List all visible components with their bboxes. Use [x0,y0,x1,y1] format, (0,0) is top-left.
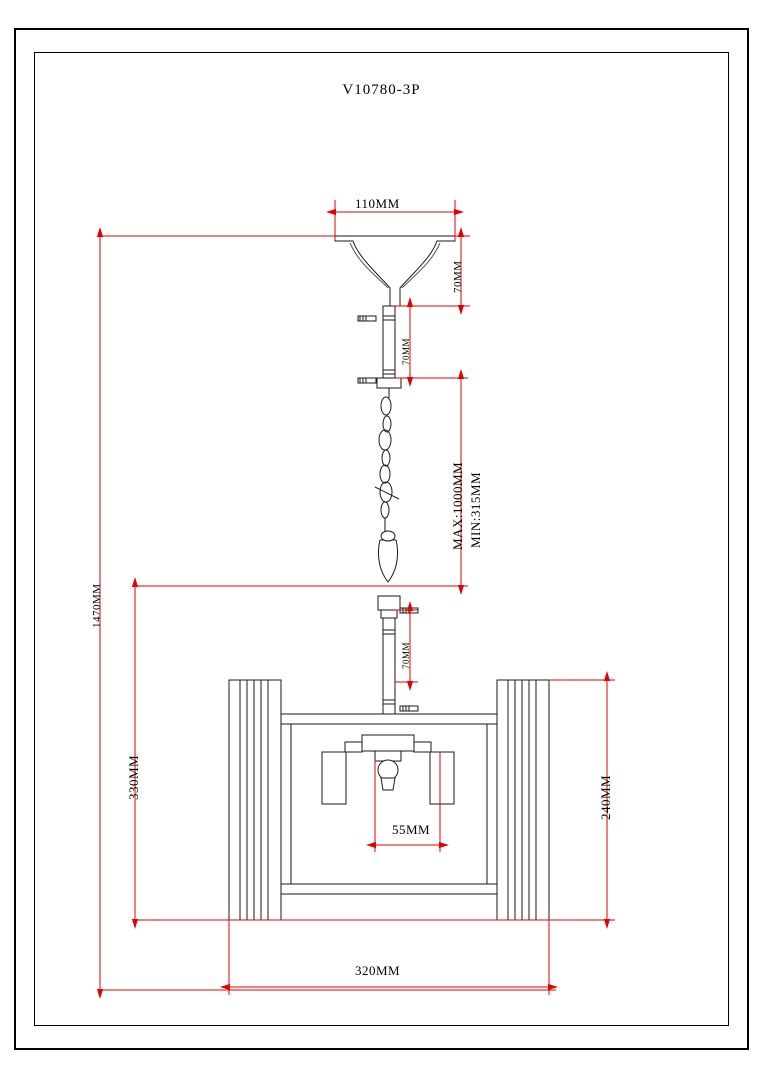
dim-chain-max: MAX:1000MM [450,461,465,550]
dim-rod-upper: 70MM [401,337,411,365]
dim-canopy-height: 70MM [452,260,464,293]
fixture-outline [229,236,549,920]
page-title: V10780-3P [342,82,421,98]
dim-canopy-width: 110MM [355,196,400,211]
dim-rod-lower: 70MM [401,641,411,669]
dim-overall-height: 1470MM [91,583,103,628]
dim-center-width: 55MM [392,822,431,837]
dim-shade-height: 240MM [598,774,613,820]
dim-chain-min: MIN:315MM [468,471,483,548]
dim-overall-width: 320MM [355,963,401,978]
dim-body-height: 330MM [126,754,141,800]
